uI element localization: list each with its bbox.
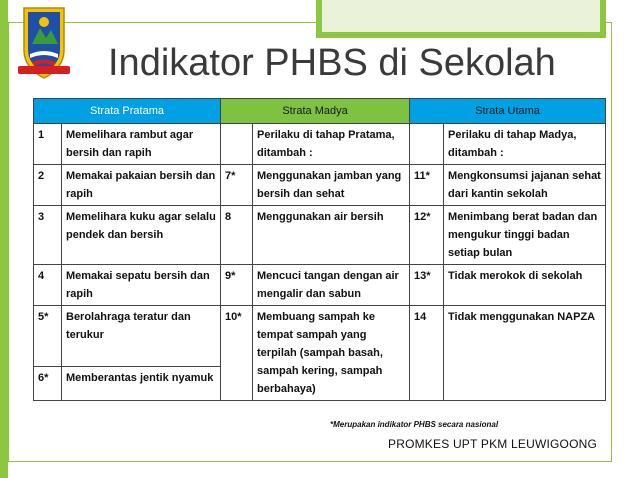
utama-indicator: Menimbang berat badan dan mengukur tinggi badan setiap bulan <box>444 206 606 265</box>
pratama-indicator: Memakai pakaian bersih dan rapih <box>62 165 221 206</box>
madya-number <box>221 124 253 165</box>
utama-number <box>410 124 444 165</box>
utama-number: 14 <box>410 306 444 401</box>
madya-number: 9* <box>221 265 253 306</box>
pratama-indicator: Memelihara kuku agar selalu pendek dan bersih <box>62 206 221 265</box>
phbs-indicator-table <box>33 98 606 401</box>
decorative-top-square-inner <box>322 0 600 32</box>
pratama-indicator: Memakai sepatu bersih dan rapih <box>62 265 221 306</box>
pratama-indicator: Memelihara rambut agar bersih dan rapih <box>62 124 221 165</box>
pratama-number: 2 <box>34 165 62 206</box>
pratama-number: 5* <box>34 306 62 367</box>
utama-number: 12* <box>410 206 444 265</box>
table-row <box>34 124 606 165</box>
slide-title: Indikator PHBS di Sekolah <box>108 42 556 84</box>
madya-number: 8 <box>221 206 253 265</box>
utama-indicator: Mengkonsumsi jajanan sehat dari kantin sekolah <box>444 165 606 206</box>
table-row <box>34 306 606 367</box>
pratama-indicator: Berolahraga teratur dan terukur <box>62 306 221 367</box>
utama-indicator: Perilaku di tahap Madya, ditambah : <box>444 124 606 165</box>
footnote: *Merupakan indikator PHBS secara nasional <box>330 420 499 429</box>
madya-indicator: Mencuci tangan dengan air mengalir dan sabun <box>253 265 410 306</box>
regency-emblem-icon <box>14 2 74 82</box>
utama-number: 13* <box>410 265 444 306</box>
header-strata-pratama: Strata Pratama <box>34 99 221 124</box>
madya-indicator: Membuang sampah ke tempat sampah yang terpilah (sampah basah, sampah kering, sampah berbahaya) <box>253 306 410 401</box>
header-strata-utama: Strata Utama <box>410 99 606 124</box>
utama-indicator: Tidak merokok di sekolah <box>444 265 606 306</box>
table-row <box>34 206 606 265</box>
pratama-number: 4 <box>34 265 62 306</box>
madya-indicator: Perilaku di tahap Pratama, ditambah : <box>253 124 410 165</box>
frame-left-bar <box>0 0 8 478</box>
utama-number: 11* <box>410 165 444 206</box>
footer-organization: PROMKES UPT PKM LEUWIGOONG <box>388 437 598 451</box>
madya-number: 10* <box>221 306 253 401</box>
madya-indicator: Menggunakan air bersih <box>253 206 410 265</box>
pratama-indicator: Memberantas jentik nyamuk <box>62 366 221 400</box>
header-strata-madya: Strata Madya <box>221 99 410 124</box>
table-row <box>34 165 606 206</box>
pratama-number: 6* <box>34 366 62 400</box>
madya-indicator: Menggunakan jamban yang bersih dan sehat <box>253 165 410 206</box>
utama-indicator: Tidak menggunakan NAPZA <box>444 306 606 401</box>
table-row <box>34 265 606 306</box>
pratama-number: 1 <box>34 124 62 165</box>
madya-number: 7* <box>221 165 253 206</box>
table-header-row <box>34 99 606 124</box>
pratama-number: 3 <box>34 206 62 265</box>
